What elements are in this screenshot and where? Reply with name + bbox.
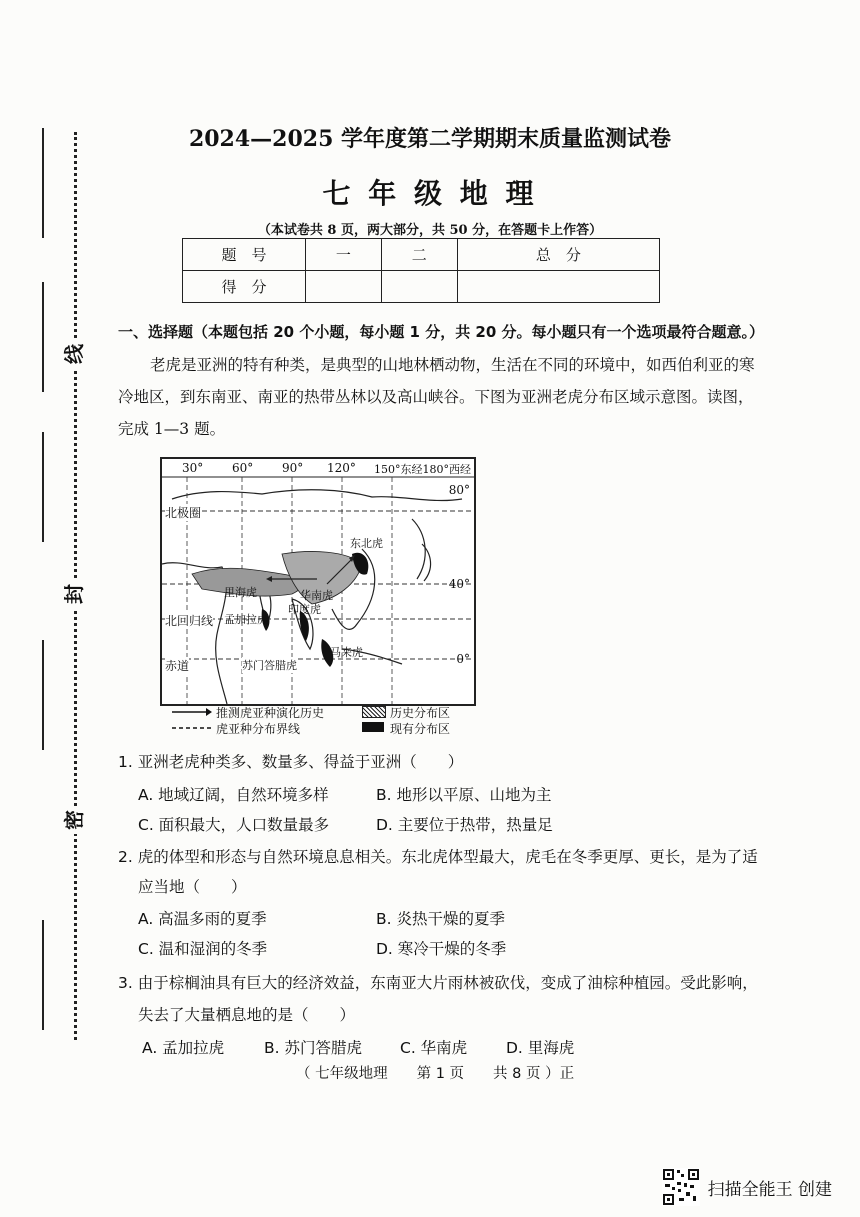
option-c: C. 温和湿润的冬季 — [138, 940, 268, 958]
map-lon-label: 150°东经180°西经 — [374, 463, 471, 476]
option-c: C. 华南虎 — [400, 1039, 468, 1057]
margin-line — [42, 640, 44, 750]
legend-historical-label: 历史分布区 — [390, 706, 451, 720]
map-region-label: 里海虎 — [224, 586, 257, 599]
map-lon-label: 90° — [282, 461, 304, 475]
question-stem-cont: 应当地（ ） — [138, 878, 247, 896]
score-cell — [457, 271, 659, 303]
score-cell — [381, 271, 457, 303]
map-lon-label: 120° — [327, 461, 356, 475]
exam-title: 2024—2025 学年度第二学期期末质量监测试卷 — [188, 126, 672, 152]
question-stem-cont: 失去了大量栖息地的是（ ） — [138, 1006, 356, 1024]
score-cell: 二 — [381, 239, 457, 271]
map-lat-label: 40° — [448, 577, 470, 591]
option-a: A. 高温多雨的夏季 — [138, 910, 267, 928]
scanner-watermark — [662, 1168, 832, 1206]
map-lon-label: 30° — [182, 461, 204, 475]
intro-text: 完成 1—3 题。 — [118, 420, 226, 438]
legend-arrow-label: 推测虎亚种演化历史 — [216, 706, 325, 720]
current-legend-swatch — [362, 722, 384, 732]
score-cell: 总 分 — [457, 239, 659, 271]
score-cell: 得 分 — [183, 271, 306, 303]
map-region-label: 孟加拉虎 — [224, 613, 268, 626]
margin-char-mi: 密 — [60, 806, 88, 834]
intro-text: 冷地区，到东南亚、南亚的热带丛林以及高山峡谷。下图为亚洲老虎分布区域示意图。读图， — [118, 388, 754, 406]
score-table-row — [183, 271, 660, 303]
score-cell — [306, 271, 382, 303]
qr-code-icon — [662, 1168, 700, 1206]
option-b: B. 地形以平原、山地为主 — [376, 786, 552, 804]
option-d: D. 主要位于热带，热量足 — [376, 816, 553, 834]
scanner-label: 扫描全能王 创建 — [707, 1179, 832, 1200]
map-region-label: 华南虎 — [300, 589, 333, 602]
score-table — [182, 238, 660, 303]
score-table-row — [183, 239, 660, 271]
option-b: B. 苏门答腊虎 — [264, 1039, 362, 1057]
margin-line — [42, 432, 44, 542]
dashed-legend-icon — [172, 723, 212, 733]
map-legend — [172, 704, 482, 738]
historical-legend-swatch — [362, 706, 386, 718]
map-lon-label: 60° — [232, 461, 254, 475]
question-stem: 3. 由于棕榈油具有巨大的经济效益，东南亚大片雨林被砍伐，变成了油棕种植园。受此影响， — [118, 974, 758, 992]
map-graphic — [162, 459, 474, 704]
margin-char-xian: 线 — [60, 340, 88, 368]
map-line-label: 赤道 — [165, 659, 190, 673]
intro-text: 老虎是亚洲的特有种类，是典型的山地林栖动物，生活在不同的环境中，如西伯利亚的寒 — [150, 356, 755, 374]
option-d: D. 里海虎 — [506, 1039, 575, 1057]
map-line-label: 北回归线 — [165, 614, 214, 628]
option-a: A. 孟加拉虎 — [142, 1039, 225, 1057]
map-region-label: 东北虎 — [350, 537, 383, 550]
arrow-legend-icon — [172, 707, 212, 717]
map-lat-label: 80° — [448, 483, 470, 497]
section-heading: 一、选择题（本题包括 20 个小题，每小题 1 分，共 20 分。每小题只有一个选项最符合题意。） — [118, 323, 765, 341]
subject-title: 七 年 级 地 理 — [322, 177, 538, 210]
option-d: D. 寒冷干燥的冬季 — [376, 940, 507, 958]
score-cell: 一 — [306, 239, 382, 271]
option-c: C. 面积最大，人口数量最多 — [138, 816, 330, 834]
question-stem: 1. 亚洲老虎种类多、数量多、得益于亚洲（ ） — [118, 753, 464, 771]
asia-tiger-map — [160, 457, 476, 706]
margin-char-feng: 封 — [60, 580, 88, 608]
score-cell: 题 号 — [183, 239, 306, 271]
exam-note: （本试卷共 8 页，两大部分，共 50 分，在答题卡上作答） — [257, 223, 603, 238]
margin-line — [42, 282, 44, 392]
map-region-label: 马来虎 — [330, 646, 363, 659]
map-line-label: 北极圈 — [165, 506, 202, 520]
legend-current-label: 现有分布区 — [390, 722, 451, 736]
page-footer: （ 七年级地理 第 1 页 共 8 页 ）正 — [296, 1066, 575, 1082]
question-stem: 2. 虎的体型和形态与自然环境息息相关。东北虎体型最大，虎毛在冬季更厚、更长，是为了适 — [118, 848, 758, 866]
option-a: A. 地域辽阔，自然环境多样 — [138, 786, 329, 804]
option-b: B. 炎热干燥的夏季 — [376, 910, 505, 928]
map-lat-label: 0° — [456, 652, 470, 666]
margin-line — [42, 920, 44, 1030]
legend-dashed-label: 虎亚种分布界线 — [216, 722, 301, 736]
map-region-label: 苏门答腊虎 — [242, 659, 297, 672]
map-region-label: 印度虎 — [288, 603, 321, 616]
